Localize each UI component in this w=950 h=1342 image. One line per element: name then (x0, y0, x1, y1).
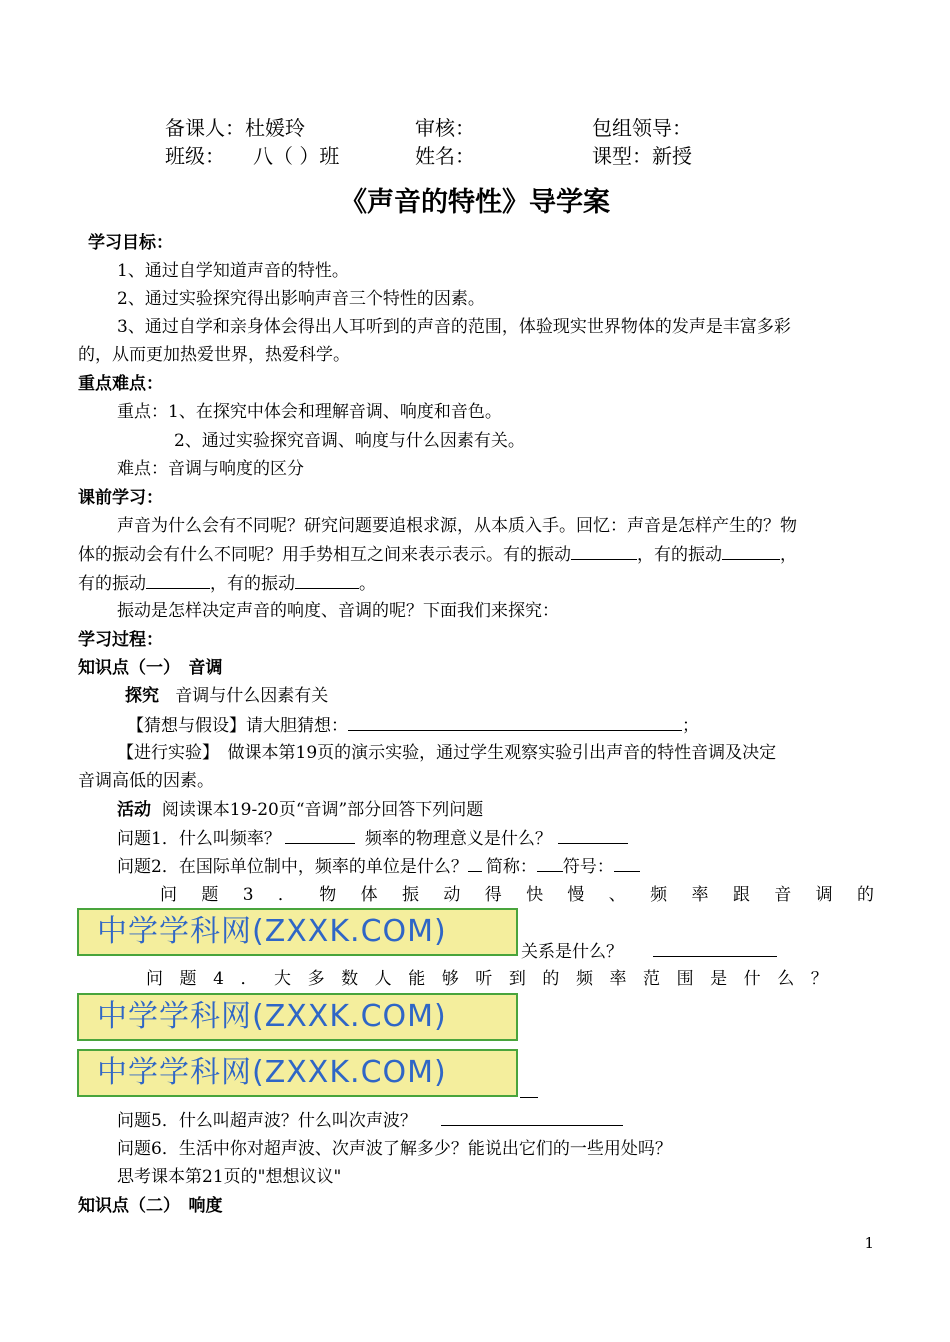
question-char: 大 (274, 969, 292, 989)
experiment-line: 【进行实验】 做课本第19页的演示实验，通过学生观察实验引出声音的特性音调及决定 (117, 743, 777, 763)
question-char: 调 (815, 885, 833, 905)
question-char: 够 (441, 969, 459, 989)
blank-field[interactable] (146, 572, 210, 589)
question-char: 慢 (567, 885, 585, 905)
question-char: 快 (526, 885, 544, 905)
blank-field[interactable] (653, 940, 777, 957)
guess-line: 【猜想与假设】请大胆猜想： ； (127, 716, 699, 736)
question-4-answer (520, 1081, 538, 1104)
question-char: 得 (484, 885, 502, 905)
question-char: 题 (201, 885, 219, 905)
question-char: 什 (743, 969, 761, 989)
question-char: 物 (319, 885, 337, 905)
class-label: 班级： (165, 144, 225, 168)
question-5: 问题5．什么叫超声波？什么叫次声波？ (117, 1109, 623, 1132)
keypoint-1: 重点：1、在探究中体会和理解音调、响度和音色。 (117, 402, 502, 422)
knowledge-point-2: 知识点（二） 响度 (78, 1196, 223, 1216)
blank-field[interactable] (614, 855, 640, 872)
question-char: 多 (307, 969, 325, 989)
class-value: 八（ ）班 (253, 144, 340, 168)
blank-field[interactable] (520, 1081, 538, 1098)
leader: 包组领导： (592, 116, 692, 140)
think-line: 思考课本第21页的"想想议议" (117, 1167, 342, 1187)
question-char: 动 (443, 885, 461, 905)
question-char: 能 (408, 969, 426, 989)
preview-p1: 声音为什么会有不同呢？研究问题要追根求源，从本质入手。回忆：声音是怎样产生的？物 (117, 516, 797, 536)
question-char: 题 (179, 969, 197, 989)
question-3 (160, 884, 874, 906)
question-char: 率 (691, 885, 709, 905)
objective-3-cont: 的，从而更加热爱世界，热爱科学。 (78, 345, 350, 365)
question-char: 率 (609, 969, 627, 989)
question-char: 数 (341, 969, 359, 989)
question-char: 3 (242, 885, 254, 905)
question-char: 问 (160, 885, 177, 905)
question-char: 到 (508, 969, 526, 989)
lesson-type: 课型：新授 (592, 144, 692, 168)
guess-blank[interactable] (348, 714, 682, 731)
blank-field[interactable] (571, 543, 637, 560)
question-char: 跟 (732, 885, 750, 905)
objective-1: 1、通过自学知道声音的特性。 (117, 261, 349, 281)
process-heading: 学习过程： (78, 630, 163, 650)
zxxk-watermark-logo: 中学学科网(ZXXK.COM) (77, 993, 518, 1041)
question-char: 体 (360, 885, 378, 905)
objectives-heading: 学习目标： (88, 233, 173, 253)
question-char: 问 (146, 969, 163, 989)
question-char: 频 (575, 969, 593, 989)
blank-field[interactable] (285, 827, 355, 844)
question-1: 问题1．什么叫频率？ 频率的物理意义是什么？ (117, 827, 628, 850)
question-char: 围 (676, 969, 694, 989)
blank-field[interactable] (537, 855, 563, 872)
keypoints-heading: 重点难点： (78, 374, 163, 394)
question-char: 么 (777, 969, 795, 989)
question-char: 振 (401, 885, 419, 905)
preparer: 备课人：杜媛玲 (165, 116, 305, 140)
objective-3: 3、通过自学和亲身体会得出人耳听到的声音的范围，体验现实世界物体的发声是丰富多彩 (117, 317, 791, 337)
question-char: 的 (542, 969, 560, 989)
question-char: 频 (650, 885, 668, 905)
question-char: ？ (810, 969, 828, 989)
blank-field[interactable] (558, 827, 628, 844)
question-char: 音 (774, 885, 792, 905)
activity-line: 活动 阅读课本19-20页“音调”部分回答下列问题 (117, 800, 484, 820)
question-char: 范 (643, 969, 661, 989)
preview-heading: 课前学习： (78, 488, 163, 508)
objective-2: 2、通过实验探究得出影响声音三个特性的因素。 (117, 289, 485, 309)
question-2: 问题2．在国际单位制中，频率的单位是什么？ 简称： 符号： (117, 855, 640, 878)
difficulty: 难点：音调与响度的区分 (117, 459, 304, 479)
question-3-tail: 关系是什么？ (521, 940, 777, 963)
question-char: ． (277, 885, 295, 905)
blank-field[interactable] (722, 543, 780, 560)
question-char: ． (240, 969, 258, 989)
blank-field[interactable] (468, 855, 482, 872)
page-title: 《声音的特性》导学案 (340, 187, 610, 218)
blank-field[interactable] (441, 1109, 623, 1126)
keypoint-2: 2、通过实验探究音调、响度与什么因素有关。 (174, 431, 525, 451)
blank-field[interactable] (295, 572, 359, 589)
question-char: 是 (710, 969, 728, 989)
name-label: 姓名： (415, 144, 475, 168)
question-6: 问题6．生活中你对超声波、次声波了解多少？能说出它们的一些用处吗？ (117, 1139, 672, 1159)
zxxk-watermark-logo: 中学学科网(ZXXK.COM) (77, 1049, 518, 1097)
reviewer: 审核： (415, 116, 475, 140)
question-char: 、 (608, 885, 626, 905)
explore-line: 探究 音调与什么因素有关 (125, 686, 329, 706)
question-char: 4 (213, 969, 224, 989)
zxxk-watermark-logo: 中学学科网(ZXXK.COM) (77, 908, 518, 956)
preview-p3: 有的振动 ，有的振动 。 (78, 574, 376, 594)
question-4 (146, 968, 828, 990)
question-char: 人 (374, 969, 392, 989)
question-char: 听 (475, 969, 493, 989)
preview-p2: 体的振动会有什么不同呢？用手势相互之间来表示表示。有的振动 ，有的振动 ， (78, 545, 797, 565)
preview-p4: 振动是怎样决定声音的响度、音调的呢？下面我们来探究： (117, 601, 559, 621)
question-char: 的 (856, 885, 874, 905)
experiment-line-cont: 音调高低的因素。 (78, 771, 214, 791)
page-number: 1 (864, 1234, 874, 1252)
knowledge-point-1: 知识点（一） 音调 (78, 658, 223, 678)
